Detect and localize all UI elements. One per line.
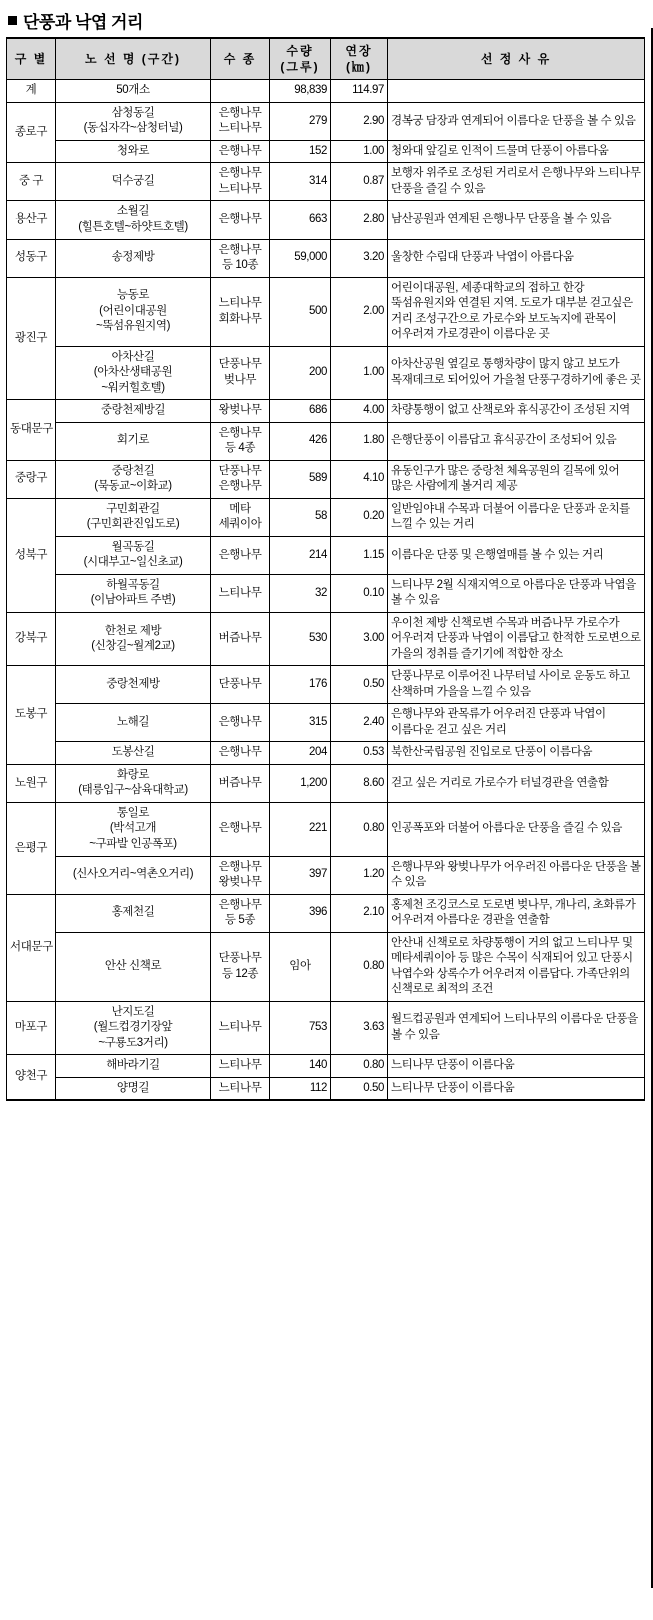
table-row — [7, 536, 645, 574]
cell-quantity: 589 — [270, 460, 331, 498]
route-main-label: 하월곡동길 — [106, 578, 160, 591]
cell-species — [211, 498, 270, 536]
cell-quantity: 426 — [270, 422, 331, 460]
cell-gu: 마포구 — [7, 1001, 56, 1055]
cell-species — [211, 163, 270, 201]
cell-quantity: 58 — [270, 498, 331, 536]
cell-reason: 느티나무 2월 식재지역으로 아름다운 단풍과 낙엽을 볼 수 있음 — [388, 574, 645, 612]
header-route-name: 노 선 명 (구간) — [56, 38, 211, 80]
cell-length: 0.80 — [331, 802, 388, 856]
species-line: 느티나무 — [218, 586, 262, 599]
route-main-label: 월곡동길 — [111, 540, 155, 553]
cell-reason: 남산공원과 연계된 은행나무 단풍을 볼 수 있음 — [388, 201, 645, 239]
cell-quantity: 32 — [270, 574, 331, 612]
species-line: 은행나무 — [218, 898, 262, 911]
route-main-label: 양명길 — [116, 1081, 150, 1094]
cell-route — [56, 612, 211, 666]
cell-gu: 도봉구 — [7, 666, 56, 765]
header-reason: 선 정 사 유 — [388, 38, 645, 80]
species-line: 회화나무 — [218, 312, 262, 325]
species-line: 왕벚나무 — [218, 876, 262, 889]
cell-reason: 일반임야내 수목과 더불어 이름다운 단풍과 운치를 느낄 수 있는 거리 — [388, 498, 645, 536]
route-sub-label: ~구룡도3거리) — [98, 1036, 168, 1049]
cell-route — [56, 163, 211, 201]
cell-species — [211, 932, 270, 1001]
cell-route — [56, 346, 211, 400]
cell-length: 2.00 — [331, 277, 388, 346]
species-line: 은행나무 — [218, 480, 262, 493]
species-line: 은행나무 — [218, 106, 262, 119]
cell-gu: 양천구 — [7, 1055, 56, 1101]
route-sub-label: (동십자각~삼청터널) — [83, 122, 183, 135]
cell-length: 8.60 — [331, 764, 388, 802]
cell-length: 2.40 — [331, 704, 388, 742]
cell-route — [56, 802, 211, 856]
cell-reason: 유동인구가 많은 중랑천 체육공원의 길목에 있어 많은 사람에게 볼거리 제공 — [388, 460, 645, 498]
cell-gu: 중랑구 — [7, 460, 56, 498]
cell-reason: 은행나무와 관목류가 어우러진 단풍과 낙엽이 이름다운 걷고 싶은 거리 — [388, 704, 645, 742]
route-sub-label: (이남아파트 주변) — [90, 594, 176, 607]
species-line: 메타 — [229, 502, 251, 515]
cell-reason: 청와대 앞길로 인적이 드물며 단풍이 아름다움 — [388, 140, 645, 163]
species-line: 은행나무 — [218, 426, 262, 439]
cell-length: 2.90 — [331, 102, 388, 140]
cell-species — [211, 612, 270, 666]
cell-quantity: 753 — [270, 1001, 331, 1055]
cell-length: 1.00 — [331, 140, 388, 163]
table-row-total — [7, 80, 645, 103]
table-header — [7, 38, 645, 80]
cell-route — [56, 1001, 211, 1055]
cell-reason: 안산내 신책로로 차량통행이 거의 없고 느티나무 및 메타세쿼이아 등 많은 수목이 식재되어 있고 단풍시 낙엽수와 상록수가 어우러져 이름답다. 가족단위의 신책로로 최적의 조건 — [388, 932, 645, 1001]
cell-reason: 우이천 제방 신책로변 수목과 버즘나무 가로수가 어우러져 단풍과 낙엽이 이름답고 한적한 도로변으로 가을의 정취를 즐기기에 적합한 장소 — [388, 612, 645, 666]
table-row — [7, 422, 645, 460]
cell-route — [56, 764, 211, 802]
cell-length: 0.53 — [331, 742, 388, 765]
cell-reason: 경복궁 담장과 연계되어 이름다운 단풍을 볼 수 있음 — [388, 102, 645, 140]
species-line: 느티나무 — [218, 1021, 262, 1034]
cell-quantity: 397 — [270, 856, 331, 894]
header-gu: 구 별 — [7, 38, 56, 80]
cell-quantity: 314 — [270, 163, 331, 201]
species-line: 느티나무 — [218, 182, 262, 195]
table-row — [7, 277, 645, 346]
route-sub-label: (구민회관진입도로) — [86, 518, 180, 531]
route-main-label: 아차산길 — [111, 350, 155, 363]
cell-route — [56, 422, 211, 460]
cell-gu: 광진구 — [7, 277, 56, 400]
cell-gu: 강북구 — [7, 612, 56, 666]
route-main-label: 한천로 제방 — [104, 624, 162, 637]
autumn-foliage-streets-table — [6, 37, 645, 1101]
cell-species — [211, 1001, 270, 1055]
cell-species — [211, 140, 270, 163]
species-line: 단풍나무 — [218, 678, 262, 691]
cell-route — [56, 239, 211, 277]
cell-species — [211, 574, 270, 612]
square-bullet-icon — [8, 16, 17, 25]
cell-length: 4.00 — [331, 400, 388, 423]
route-main-label: 중랑천길 — [111, 464, 155, 477]
table-header-row — [7, 38, 645, 80]
cell-quantity: 152 — [270, 140, 331, 163]
species-line: 벚나무 — [223, 373, 257, 386]
table-row — [7, 400, 645, 423]
table-row — [7, 802, 645, 856]
cell-species — [211, 764, 270, 802]
cell-quantity: 279 — [270, 102, 331, 140]
cell-length: 1.15 — [331, 536, 388, 574]
cell-reason: 차량통행이 없고 산책로와 휴식공간이 조성된 지역 — [388, 400, 645, 423]
species-line: 등 10종 — [221, 259, 259, 272]
route-sub-label: (신창길~월계2교) — [91, 640, 175, 653]
cell-species — [211, 239, 270, 277]
cell-species — [211, 460, 270, 498]
table-row — [7, 704, 645, 742]
cell-species — [211, 422, 270, 460]
table-row — [7, 742, 645, 765]
route-main-label: 능동로 — [116, 289, 150, 302]
cell-gu: 은평구 — [7, 802, 56, 894]
cell-species — [211, 346, 270, 400]
cell-route — [56, 536, 211, 574]
cell-quantity: 315 — [270, 704, 331, 742]
species-line: 등 12종 — [221, 967, 259, 980]
cell-species — [211, 666, 270, 704]
cell-quantity: 임아 — [270, 932, 331, 1001]
cell-route — [56, 460, 211, 498]
cell-route — [56, 1077, 211, 1100]
table-row — [7, 102, 645, 140]
cell-length: 0.20 — [331, 498, 388, 536]
cell-species — [211, 536, 270, 574]
cell-reason: 아차산공원 옆길로 통행차량이 많지 않고 보도가 목재데크로 되어있어 가을철 단풍구경하기에 좋은 곳 — [388, 346, 645, 400]
route-main-label: 청와로 — [116, 144, 150, 157]
cell-length: 4.10 — [331, 460, 388, 498]
cell-reason: 은행단풍이 이름답고 휴식공간이 조성되어 있음 — [388, 422, 645, 460]
cell-gu: 성동구 — [7, 239, 56, 277]
species-line: 은행나무 — [218, 822, 262, 835]
route-sub-label: (아차산생태공원 — [93, 366, 173, 379]
table-row — [7, 1001, 645, 1055]
cell-reason: 단풍나무로 이루어진 나무터널 사이로 운동도 하고 산책하며 가을을 느낄 수 있음 — [388, 666, 645, 704]
table-row — [7, 666, 645, 704]
table-row — [7, 856, 645, 894]
table-row — [7, 201, 645, 239]
cell-route — [56, 201, 211, 239]
cell-length: 0.50 — [331, 666, 388, 704]
cell-gu: 동대문구 — [7, 400, 56, 461]
route-main-label: 중랑천제방 — [106, 678, 160, 691]
cell-reason: 느티나무 단풍이 이름다움 — [388, 1077, 645, 1100]
table-row — [7, 1077, 645, 1100]
cell-length: 0.80 — [331, 932, 388, 1001]
route-main-label: 송정제방 — [111, 251, 155, 264]
cell-route — [56, 704, 211, 742]
cell-reason: 북한산국립공원 진입로로 단풍이 이름다움 — [388, 742, 645, 765]
route-sub-label: ~구파발 인공폭포) — [89, 838, 177, 850]
species-line: 등 5종 — [224, 914, 256, 927]
route-main-label: 화랑로 — [116, 768, 150, 781]
species-line: 세쿼이아 — [218, 518, 262, 531]
cell-species — [211, 80, 270, 103]
species-line: 느티나무 — [218, 1059, 262, 1072]
cell-species — [211, 742, 270, 765]
route-main-label: 소월길 — [116, 205, 150, 218]
cell-route: 50개소 — [56, 80, 211, 103]
cell-quantity: 221 — [270, 802, 331, 856]
cell-reason: 은행나무와 왕벚나무가 어우러진 아름다운 단풍을 볼 수 있음 — [388, 856, 645, 894]
species-line: 은행나무 — [218, 746, 262, 759]
cell-gu: 노원구 — [7, 764, 56, 802]
cell-length: 0.87 — [331, 163, 388, 201]
table-row — [7, 239, 645, 277]
route-sub-label: (시대부고~일신초교) — [83, 556, 183, 569]
cell-quantity: 530 — [270, 612, 331, 666]
cell-length: 114.97 — [331, 80, 388, 103]
route-main-label: 노해길 — [116, 716, 150, 729]
table-row — [7, 932, 645, 1001]
cell-length: 0.50 — [331, 1077, 388, 1100]
table-row — [7, 764, 645, 802]
species-line: 단풍나무 — [218, 464, 262, 477]
cell-quantity: 214 — [270, 536, 331, 574]
route-main-label: (신사오거리~역촌오거리) — [72, 868, 194, 881]
route-sub-label: ~워커힐호텔) — [101, 381, 165, 394]
cell-species — [211, 277, 270, 346]
cell-route — [56, 932, 211, 1001]
species-line: 버즘나무 — [218, 776, 262, 789]
cell-reason: 울창한 수림대 단풍과 낙엽이 아름다움 — [388, 239, 645, 277]
route-sub-label: (어린이대공원 — [99, 304, 167, 317]
route-main-label: 홍제천길 — [111, 906, 155, 919]
table-row — [7, 140, 645, 163]
cell-length: 3.63 — [331, 1001, 388, 1055]
cell-route — [56, 1055, 211, 1078]
header-length: 연장(㎞) — [331, 38, 388, 80]
cell-gu: 중 구 — [7, 163, 56, 201]
route-main-label: 해바라기길 — [106, 1059, 160, 1072]
cell-species — [211, 856, 270, 894]
table-row — [7, 346, 645, 400]
species-line: 버즘나무 — [218, 632, 262, 645]
header-species: 수 종 — [211, 38, 270, 80]
cell-quantity: 686 — [270, 400, 331, 423]
cell-quantity: 98,839 — [270, 80, 331, 103]
cell-species — [211, 894, 270, 932]
route-main-label: 중랑천제방길 — [100, 404, 166, 417]
cell-quantity: 200 — [270, 346, 331, 400]
cell-length: 0.10 — [331, 574, 388, 612]
route-main-label: 난지도길 — [111, 1005, 155, 1018]
table-body — [7, 80, 645, 1100]
cell-reason: 이름다운 단풍 및 은행열매를 볼 수 있는 거리 — [388, 536, 645, 574]
species-line: 등 4종 — [224, 442, 256, 455]
route-main-label: 삼청동길 — [111, 106, 155, 119]
cell-route — [56, 277, 211, 346]
cell-length: 3.00 — [331, 612, 388, 666]
cell-gu: 계 — [7, 80, 56, 103]
cell-route — [56, 666, 211, 704]
cell-length: 1.00 — [331, 346, 388, 400]
cell-quantity: 204 — [270, 742, 331, 765]
table-row — [7, 1055, 645, 1078]
species-line: 은행나무 — [218, 144, 262, 157]
species-line: 왕벚나무 — [218, 404, 262, 417]
table-row — [7, 163, 645, 201]
header-quantity: 수량(그루) — [270, 38, 331, 80]
cell-length: 3.20 — [331, 239, 388, 277]
route-sub-label: ~뚝섬유원지역) — [96, 320, 170, 333]
cell-gu: 성북구 — [7, 498, 56, 612]
page-title — [6, 6, 645, 37]
cell-species — [211, 802, 270, 856]
species-line: 느티나무 — [218, 297, 262, 310]
cell-reason: 느티나무 단풍이 이름다움 — [388, 1055, 645, 1078]
cell-reason: 월드컵공원과 연계되어 느티나무의 이름다운 단풍을 볼 수 있음 — [388, 1001, 645, 1055]
table-row — [7, 498, 645, 536]
cell-reason: 보행자 위주로 조성된 거리로서 은행나무와 느티나무 단풍을 즐길 수 있음 — [388, 163, 645, 201]
species-line: 느티나무 — [218, 1081, 262, 1094]
cell-quantity: 500 — [270, 277, 331, 346]
cell-species — [211, 400, 270, 423]
species-line: 은행나무 — [218, 213, 262, 226]
cell-quantity: 1,200 — [270, 764, 331, 802]
cell-species — [211, 1077, 270, 1100]
cell-quantity: 663 — [270, 201, 331, 239]
cell-quantity: 140 — [270, 1055, 331, 1078]
cell-reason: 인공폭포와 더불어 아름다운 단풍을 즐길 수 있음 — [388, 802, 645, 856]
route-sub-label: (월드컵경기장앞 — [93, 1021, 173, 1034]
species-line: 은행나무 — [218, 716, 262, 729]
species-line: 은행나무 — [218, 548, 262, 561]
species-line: 느티나무 — [218, 122, 262, 135]
species-line: 은행나무 — [218, 860, 262, 873]
cell-length: 0.80 — [331, 1055, 388, 1078]
route-sub-label: (힐튼호텔~하얏트호텔) — [78, 220, 188, 233]
cell-route — [56, 102, 211, 140]
route-sub-label: (태릉입구~삼육대학교) — [78, 784, 188, 797]
cell-species — [211, 704, 270, 742]
cell-gu: 서대문구 — [7, 894, 56, 1001]
cell-route — [56, 742, 211, 765]
cell-length: 2.10 — [331, 894, 388, 932]
table-row — [7, 894, 645, 932]
cell-quantity: 112 — [270, 1077, 331, 1100]
cell-reason: 어린이대공원, 세종대학교의 접하고 한강 뚝섬유원지와 연결된 지역. 도로가 대부분 걷고싶은 거리 조성구간으로 가로수와 보도녹지에 관목이 어우러져 가로경관이 이름다운 곳 — [388, 277, 645, 346]
cell-route — [56, 856, 211, 894]
route-sub-label: (묵동교~이화교) — [94, 480, 172, 493]
route-main-label: 도봉산길 — [111, 746, 155, 759]
cell-quantity: 59,000 — [270, 239, 331, 277]
cell-route — [56, 140, 211, 163]
cell-route — [56, 498, 211, 536]
cell-quantity: 396 — [270, 894, 331, 932]
route-main-label: 덕수궁길 — [111, 175, 155, 188]
cell-gu: 용산구 — [7, 201, 56, 239]
route-main-label: 통일로 — [116, 806, 150, 819]
route-main-label: 회기로 — [116, 434, 150, 447]
cell-route — [56, 574, 211, 612]
species-line: 은행나무 — [218, 243, 262, 256]
page-title-text: 단풍과 낙엽 거리 — [23, 13, 143, 32]
species-line: 단풍나무 — [218, 952, 262, 965]
cell-reason: 홍제천 조깅코스로 도로변 벚나무, 개나리, 초화류가 어우러져 아름다운 경관을 연출함 — [388, 894, 645, 932]
cell-reason: 걷고 싶은 거리로 가로수가 터널경관을 연출함 — [388, 764, 645, 802]
cell-gu: 종로구 — [7, 102, 56, 163]
cell-species — [211, 102, 270, 140]
route-sub-label: (박석고개 — [109, 822, 157, 835]
cell-length: 1.80 — [331, 422, 388, 460]
route-main-label: 안산 신책로 — [104, 959, 162, 972]
table-row — [7, 612, 645, 666]
cell-route — [56, 400, 211, 423]
cell-species — [211, 201, 270, 239]
cell-length: 2.80 — [331, 201, 388, 239]
cell-reason — [388, 80, 645, 103]
route-main-label: 구민회관길 — [106, 502, 160, 515]
cell-quantity: 176 — [270, 666, 331, 704]
table-row — [7, 574, 645, 612]
table-row — [7, 460, 645, 498]
species-line: 단풍나무 — [218, 358, 262, 371]
cell-length: 1.20 — [331, 856, 388, 894]
species-line: 은행나무 — [218, 167, 262, 180]
cell-species — [211, 1055, 270, 1078]
cell-route — [56, 894, 211, 932]
